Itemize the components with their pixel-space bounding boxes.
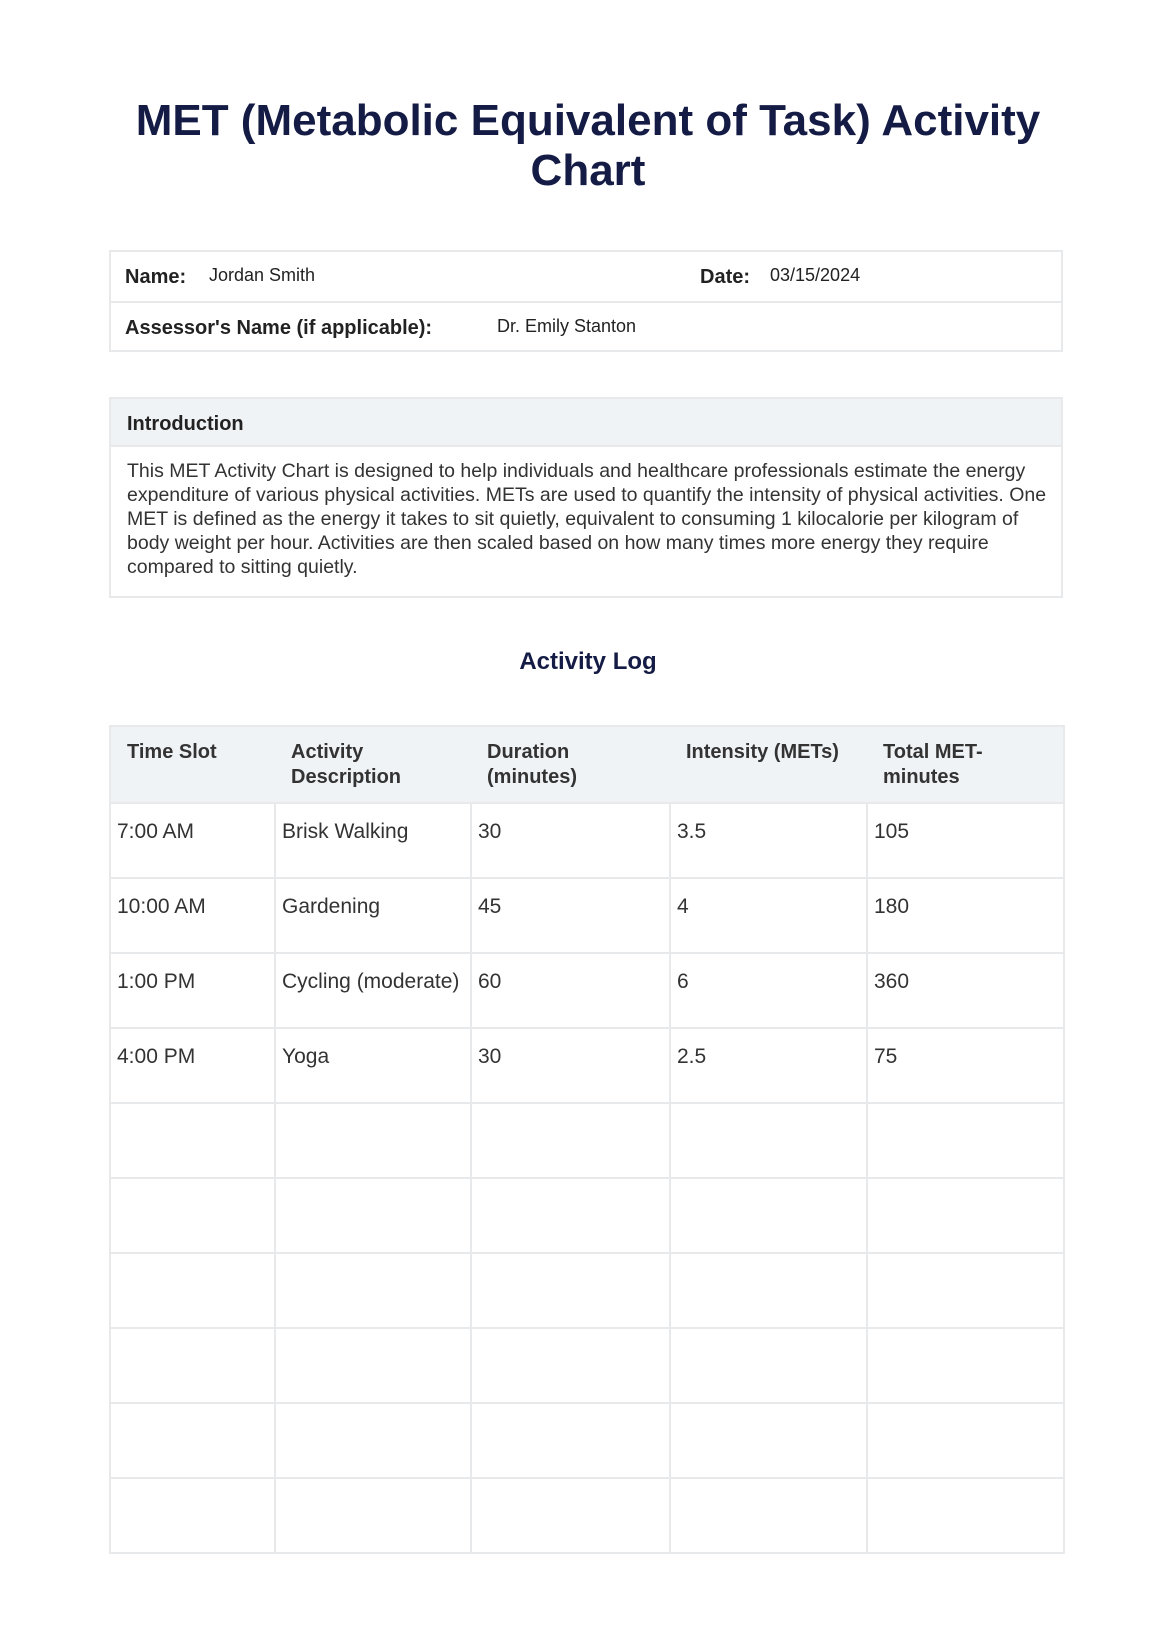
table-cell[interactable]: 4:00 PM [110,1028,275,1103]
table-cell[interactable] [867,1253,1064,1328]
table-cell[interactable] [471,1178,670,1253]
column-header: Activity Description [275,726,471,803]
table-row [110,803,1064,878]
name-value[interactable]: Jordan Smith [209,265,316,285]
table-cell[interactable]: 3.5 [670,803,867,878]
column-header: Duration (minutes) [471,726,670,803]
table-cell[interactable]: 360 [867,953,1064,1028]
table-cell[interactable] [110,1178,275,1253]
table-cell[interactable]: 60 [471,953,670,1028]
table-cell[interactable]: Gardening [275,878,471,953]
table-cell[interactable] [867,1478,1064,1553]
table-row [110,1103,1064,1178]
info-row-name-date [111,252,1061,303]
table-row [110,1178,1064,1253]
table-cell[interactable] [275,1253,471,1328]
table-cell[interactable] [471,1403,670,1478]
table-row [110,1478,1064,1553]
name-label: Name: [125,266,187,288]
table-cell[interactable]: 180 [867,878,1064,953]
table-cell[interactable]: 2.5 [670,1028,867,1103]
table-cell[interactable] [670,1178,867,1253]
info-row-assessor [111,303,1061,352]
introduction-section [109,397,1063,598]
introduction-heading: Introduction [111,399,1061,447]
table-cell[interactable] [867,1403,1064,1478]
table-cell[interactable] [110,1403,275,1478]
table-cell[interactable] [110,1478,275,1553]
table-row [110,1403,1064,1478]
table-row [110,953,1064,1028]
table-cell[interactable] [670,1403,867,1478]
date-value[interactable]: 03/15/2024 [770,265,861,285]
table-row [110,1328,1064,1403]
column-header: Intensity (METs) [670,726,867,803]
table-cell[interactable]: 30 [471,803,670,878]
assessor-value[interactable]: Dr. Emily Stanton [497,316,637,336]
table-cell[interactable]: Cycling (moderate) [275,953,471,1028]
table-header-row [110,726,1064,803]
table-cell[interactable]: 45 [471,878,670,953]
table-row [110,1253,1064,1328]
activity-log-heading: Activity Log [519,648,657,675]
table-cell[interactable] [110,1328,275,1403]
introduction-text: This MET Activity Chart is designed to help individuals and healthcare professionals estimate the energy expenditure of various physical activities. METs are used to quantify the intensity of physical activities. One MET is defined as the energy it takes to sit quietly, equivalent to consuming 1 kilocalorie per kilogram of body weight per hour. Activities are then scaled based on how many times more energy they require compared to sitting quietly. [127,460,1047,578]
table-cell[interactable]: 105 [867,803,1064,878]
page-title: MET (Metabolic Equivalent of Task) Activity Chart [135,96,1041,195]
table-cell[interactable]: 4 [670,878,867,953]
table-cell[interactable]: 1:00 PM [110,953,275,1028]
table-cell[interactable] [670,1328,867,1403]
table-cell[interactable] [275,1403,471,1478]
table-cell[interactable]: Yoga [275,1028,471,1103]
table-cell[interactable] [275,1478,471,1553]
table-cell[interactable] [275,1178,471,1253]
info-section [109,250,1063,352]
assessor-label: Assessor's Name (if applicable): [125,317,433,339]
table-cell[interactable] [275,1103,471,1178]
table-row [110,1028,1064,1103]
column-header: Total MET-minutes [867,726,1064,803]
table-cell[interactable]: 10:00 AM [110,878,275,953]
table-cell[interactable] [110,1253,275,1328]
table-cell[interactable] [471,1103,670,1178]
table-cell[interactable] [670,1478,867,1553]
table-cell[interactable]: 30 [471,1028,670,1103]
table-cell[interactable]: 7:00 AM [110,803,275,878]
table-cell[interactable]: 75 [867,1028,1064,1103]
column-header: Time Slot [110,726,275,803]
activity-log-table [109,725,1065,1554]
table-cell[interactable] [867,1103,1064,1178]
table-cell[interactable] [670,1103,867,1178]
table-cell[interactable] [867,1178,1064,1253]
table-cell[interactable] [110,1103,275,1178]
table-cell[interactable] [471,1478,670,1553]
table-cell[interactable] [670,1253,867,1328]
table-cell[interactable] [471,1328,670,1403]
table-cell[interactable] [867,1328,1064,1403]
table-cell[interactable] [275,1328,471,1403]
table-cell[interactable]: Brisk Walking [275,803,471,878]
table-cell[interactable]: 6 [670,953,867,1028]
date-label: Date: [700,266,751,288]
table-cell[interactable] [471,1253,670,1328]
table-row [110,878,1064,953]
